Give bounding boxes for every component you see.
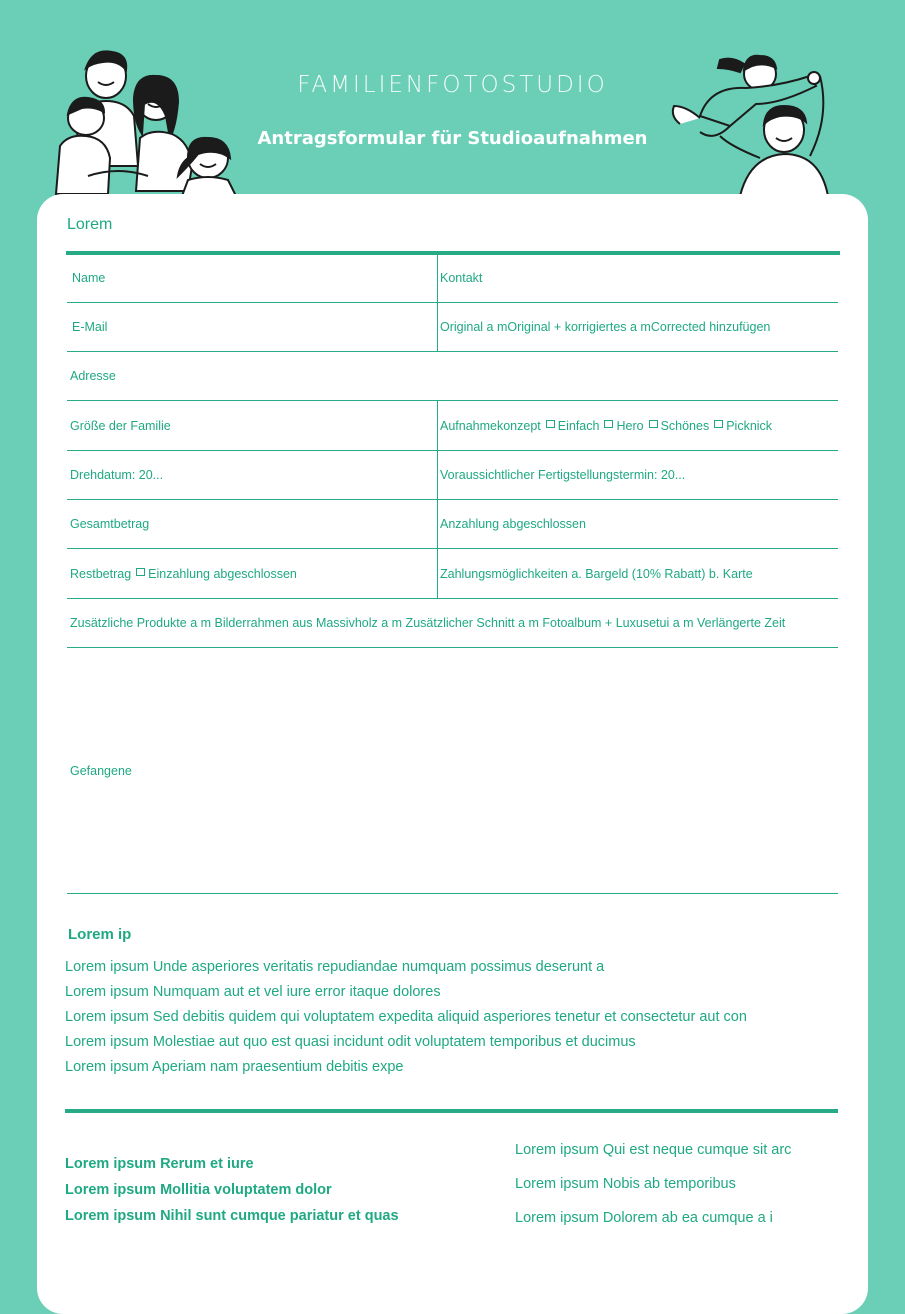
option-schoenes: Schönes xyxy=(660,418,710,433)
contact-field[interactable]: Kontakt xyxy=(440,271,483,285)
form-row-family-size xyxy=(67,401,838,451)
shoot-date-field[interactable]: Drehdatum: 20... xyxy=(70,468,164,482)
footer-light-list xyxy=(515,1137,791,1239)
form-row-captured xyxy=(67,648,838,894)
payment-methods-field[interactable]: Zahlungsmöglichkeiten a. Bargeld (10% Rabatt) b. Karte xyxy=(440,566,753,581)
option-hero: Hero xyxy=(616,418,644,433)
column-divider xyxy=(437,254,438,302)
column-divider xyxy=(437,500,438,548)
studio-title: FAMILIENFOTOSTUDIO xyxy=(297,72,608,98)
checkbox-icon[interactable] xyxy=(649,420,658,428)
form-row-address xyxy=(67,352,838,401)
notes-line: Lorem ipsum Molestiae aut quo est quasi incidunt odit voluptatem temporibus et ducimus xyxy=(65,1034,636,1050)
footer-bold-list xyxy=(65,1151,399,1229)
form-row-dates xyxy=(67,451,838,500)
checkbox-icon[interactable] xyxy=(136,568,145,576)
form-row-name xyxy=(67,254,838,303)
footer-light-line: Lorem ipsum Nobis ab temporibus xyxy=(515,1176,736,1192)
address-field[interactable]: Adresse xyxy=(70,369,116,383)
parent-child-illustration xyxy=(660,46,835,196)
column-divider xyxy=(437,401,438,450)
photo-option-field[interactable]: Original a mOriginal + korrigiertes a mCorrected hinzufügen xyxy=(440,320,771,334)
family-illustration xyxy=(48,46,243,196)
checkbox-icon[interactable] xyxy=(714,420,723,428)
captured-field[interactable]: Gefangene xyxy=(70,763,132,778)
deposit-field[interactable]: Anzahlung abgeschlossen xyxy=(440,517,586,531)
checkbox-icon[interactable] xyxy=(546,420,555,428)
notes-list xyxy=(65,955,747,1080)
footer-bold-line: Lorem ipsum Mollitia voluptatem dolor xyxy=(65,1182,332,1198)
column-divider xyxy=(437,451,438,499)
completion-date-field[interactable]: Voraussichtlicher Fertigstellungstermin: 20... xyxy=(440,468,686,482)
footer-divider xyxy=(65,1109,838,1113)
checkbox-icon[interactable] xyxy=(604,420,613,428)
footer-light-line: Lorem ipsum Dolorem ab ea cumque a i xyxy=(515,1210,773,1226)
form-row-products xyxy=(67,599,838,648)
payment-complete-option: Einzahlung abgeschlossen xyxy=(148,566,297,581)
notes-line: Lorem ipsum Numquam aut et vel iure error itaque dolores xyxy=(65,984,441,1000)
notes-line: Lorem ipsum Unde asperiores veritatis repudiandae numquam possimus deserunt a xyxy=(65,959,605,975)
option-picknick: Picknick xyxy=(726,418,773,433)
notes-title: Lorem ip xyxy=(68,926,132,943)
shoot-concept-label: Aufnahmekonzept xyxy=(440,418,541,433)
footer-bold-line: Lorem ipsum Nihil sunt cumque pariatur et quas xyxy=(65,1208,399,1224)
footer-bold-line: Lorem ipsum Rerum et iure xyxy=(65,1156,254,1172)
column-divider xyxy=(437,549,438,598)
form-subtitle: Antragsformular für Studioaufnahmen xyxy=(257,128,648,149)
column-divider xyxy=(437,303,438,351)
balance-label: Restbetrag xyxy=(70,566,132,581)
balance-field xyxy=(70,549,297,598)
notes-line: Lorem ipsum Aperiam nam praesentium debitis expe xyxy=(65,1059,404,1075)
total-amount-field[interactable]: Gesamtbetrag xyxy=(70,517,150,531)
notes-line: Lorem ipsum Sed debitis quidem qui voluptatem expedita aliquid asperiores tenetur et consectetur aut con xyxy=(65,1009,747,1025)
option-einfach: Einfach xyxy=(557,418,600,433)
form-heading: Lorem xyxy=(67,216,113,233)
name-field[interactable]: Name xyxy=(72,271,106,285)
email-field[interactable]: E-Mail xyxy=(72,320,108,334)
additional-products-field[interactable]: Zusätzliche Produkte a m Bilderrahmen aus Massivholz a m Zusätzlicher Schnitt a m Fotoalbum + Luxusetui a m Verlängerte Zeit xyxy=(70,616,786,630)
form-row-balance xyxy=(67,549,838,599)
form-row-amount xyxy=(67,500,838,549)
shoot-concept-field xyxy=(440,401,772,450)
form-row-email xyxy=(67,303,838,352)
family-size-field[interactable]: Größe der Familie xyxy=(70,418,171,433)
footer-light-line: Lorem ipsum Qui est neque cumque sit arc xyxy=(515,1142,792,1158)
